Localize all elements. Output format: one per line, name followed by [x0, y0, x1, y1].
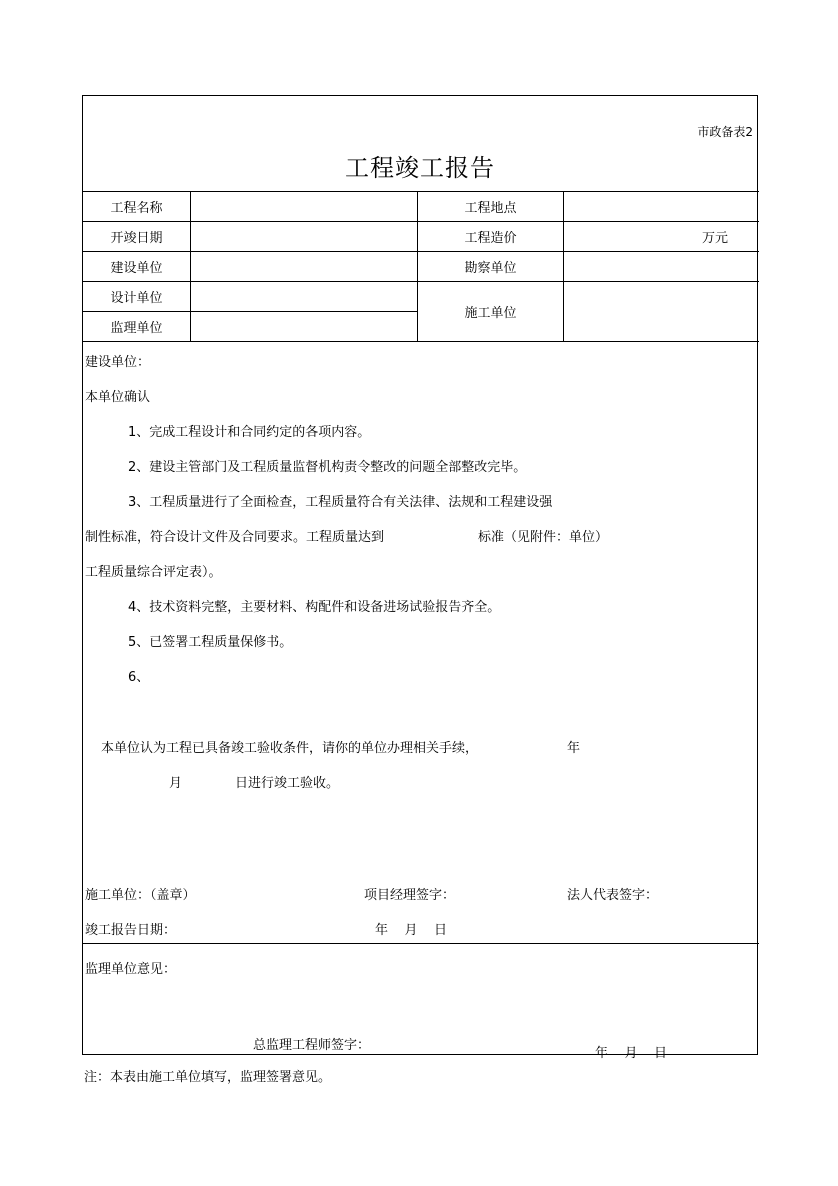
item-3-line-2b: 标准（见附件：单位） — [478, 530, 609, 545]
contractor-field[interactable] — [564, 282, 758, 341]
footnote: 注：本表由施工单位填写，监理签署意见。 — [84, 1070, 332, 1085]
item-3-line-1: 3、工程质量进行了全面检查，工程质量符合有关法律、法规和工程建设强 — [128, 495, 553, 510]
form-title: 工程竣工报告 — [345, 154, 495, 182]
report-date-value: 年 月 日 — [375, 923, 448, 938]
item-5: 5、已签署工程质量保修书。 — [128, 635, 293, 650]
project-name-label: 工程名称 — [110, 200, 163, 216]
request-year: 年 — [567, 741, 581, 756]
contractor-label: 施工单位 — [464, 305, 517, 321]
item-3-line-3: 工程质量综合评定表）。 — [85, 565, 222, 580]
project-cost-field[interactable] — [564, 222, 758, 251]
project-location-label: 工程地点 — [464, 200, 517, 216]
request-month: 月 — [169, 776, 183, 791]
item-3-line-2a: 制性标准，符合设计文件及合同要求。工程质量达到 — [85, 530, 385, 545]
design-unit-label: 设计单位 — [110, 290, 163, 306]
report-date-label: 竣工报告日期： — [85, 923, 177, 938]
supervision-date-value: 年 月 日 — [595, 1046, 668, 1061]
item-1: 1、完成工程设计和合同约定的各项内容。 — [128, 425, 371, 440]
survey-unit-label: 勘察单位 — [464, 260, 517, 276]
start-end-date-label: 开竣日期 — [110, 230, 163, 246]
item-4: 4、技术资料完整，主要材料、构配件和设备进场试验报告齐全。 — [128, 600, 501, 615]
request-day-text: 日进行竣工验收。 — [235, 776, 340, 791]
section-divider — [83, 943, 759, 944]
table-bottom-border — [83, 341, 759, 342]
chief-engineer-sign-label: 总监理工程师签字： — [253, 1038, 371, 1053]
project-cost-label: 工程造价 — [464, 230, 517, 246]
contractor-seal-label: 施工单位：（盖章） — [85, 888, 196, 903]
legal-rep-sign-label: 法人代表签字： — [567, 888, 659, 903]
item-2: 2、建设主管部门及工程质量监督机构责令整改的问题全部整改完毕。 — [128, 460, 527, 475]
supervision-unit-label: 监理单位 — [110, 320, 163, 336]
item-6: 6、 — [128, 670, 150, 685]
confirm-heading: 本单位确认 — [85, 390, 151, 405]
report-form — [82, 95, 758, 1061]
addressee: 建设单位： — [85, 355, 151, 370]
project-name-field[interactable] — [191, 192, 417, 221]
supervision-opinion-label: 监理单位意见： — [85, 962, 177, 977]
construction-unit-label: 建设单位 — [110, 260, 163, 276]
supervision-unit-field[interactable] — [191, 312, 417, 341]
design-unit-field[interactable] — [191, 282, 417, 311]
form-code: 市政备表2 — [697, 125, 753, 139]
start-end-date-field[interactable] — [191, 222, 417, 251]
construction-unit-field[interactable] — [191, 252, 417, 281]
pm-sign-label: 项目经理签字： — [364, 888, 456, 903]
cost-unit: 万元 — [701, 231, 728, 246]
survey-unit-field[interactable] — [564, 252, 758, 281]
request-line-1: 本单位认为工程已具备竣工验收条件，请你的单位办理相关手续， — [101, 741, 479, 756]
project-location-field[interactable] — [564, 192, 758, 221]
